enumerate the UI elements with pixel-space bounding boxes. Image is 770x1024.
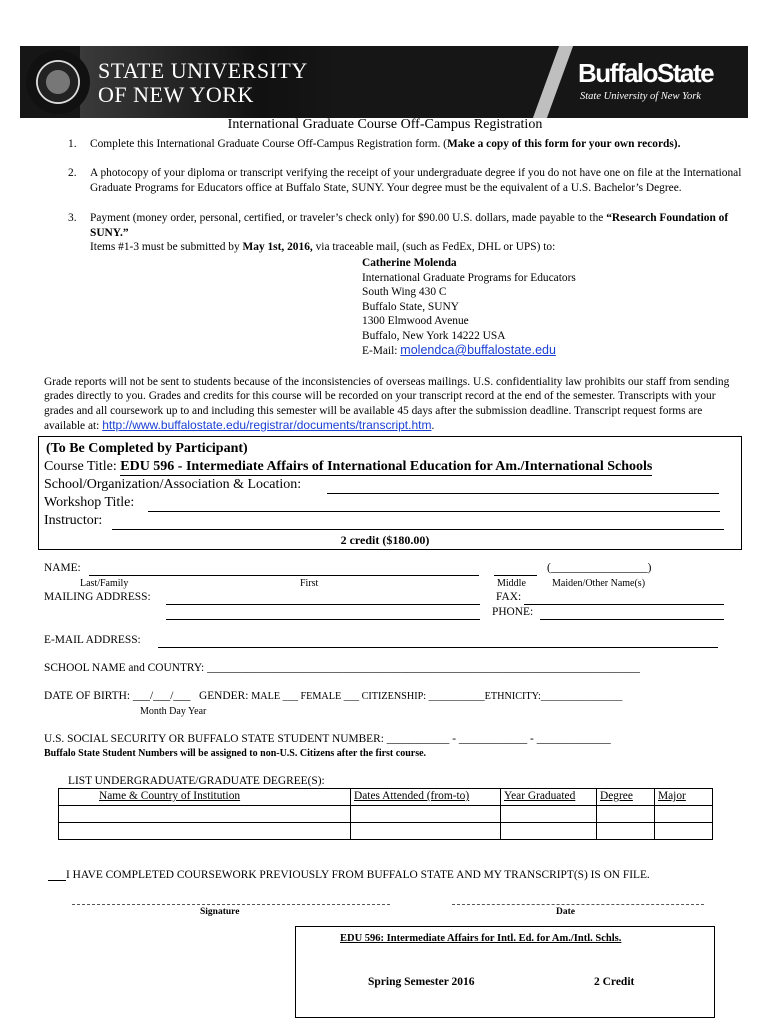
col-major — [655, 789, 713, 806]
col-degree — [597, 789, 655, 806]
suny-name-line2: OF NEW YORK — [98, 82, 254, 107]
col-year — [501, 789, 597, 806]
document-title: International Graduate Course Off-Campus Registration — [227, 117, 543, 132]
col-dates-label: Dates Attended (from-to) — [354, 790, 470, 802]
submit-pre: Items #1-3 must be submitted by — [90, 241, 243, 253]
mailing-address-input-line[interactable] — [166, 604, 480, 605]
instruction-text: Complete this International Graduate Course Off-Campus Registration form. ( — [90, 138, 447, 150]
fax-input-line[interactable] — [524, 604, 724, 605]
instruction-item-1 — [68, 137, 748, 152]
course-title-row — [44, 459, 652, 476]
maiden-input[interactable]: (_________________) — [547, 562, 652, 574]
school-input-line[interactable] — [327, 493, 719, 494]
transcript-link[interactable]: http://www.buffalostate.edu/registrar/documents/transcript.htm — [102, 417, 432, 432]
instruction-number: 3. — [68, 212, 77, 224]
buffalo-state-subtitle: State University of New York — [580, 91, 701, 102]
contact-email-link[interactable]: molendca@buffalostate.edu — [400, 343, 556, 357]
signature-line[interactable] — [72, 904, 390, 905]
table-row[interactable] — [59, 823, 713, 840]
credit-amount: 2 credit ($180.00) — [340, 533, 430, 547]
address-line: Buffalo, New York 14222 USA — [362, 329, 506, 342]
address-line: South Wing 430 C — [362, 286, 447, 298]
coursework-statement — [48, 869, 650, 881]
coursework-text: I HAVE COMPLETED COURSEWORK PREVIOUSLY FROM BUFFALO STATE AND MY TRANSCRIPT(S) IS ON FILE. — [66, 869, 650, 881]
name-label: NAME: — [44, 562, 81, 574]
last-name-hint: Last/Family — [80, 578, 129, 589]
dob-field[interactable]: DATE OF BIRTH: ___/___/___ — [44, 690, 191, 702]
degrees-table — [58, 788, 713, 840]
maiden-name-hint: Maiden/Other Name(s) — [552, 578, 646, 589]
col-major-label: Major — [658, 790, 686, 802]
instruction-text: Payment (money order, personal, certified, or traveler’s check only) for $90.00 U.S. dollars, made payable to the — [90, 212, 607, 224]
first-name-hint: First — [300, 578, 319, 589]
participant-heading: (To Be Completed by Participant) — [46, 441, 248, 456]
instructor-input-line[interactable] — [112, 529, 724, 530]
grade-report-text: Grade reports will not be sent to students because of the inconsistencies of overseas mailings. U.S. confidentiality law prohibits our staff from sending grades directly to you. Grades and credits for this course will be recorded on your transcript record at the end of the semester. Transcripts with your grades and all coursework up to and including this semester will be available 45 days after the submission deadline. Transcript request forms are available at: — [44, 376, 730, 432]
table-header-row — [59, 789, 713, 806]
mailing-address-label: MAILING ADDRESS: — [44, 591, 151, 603]
instruction-item-2 — [68, 166, 748, 195]
gender-citizenship-ethnicity-fields[interactable]: MALE ___ FEMALE ___ CITIZENSHIP: ___________ETHNICITY:________________ — [251, 691, 623, 702]
instruction-item-3 — [68, 211, 748, 240]
submit-instruction — [90, 241, 750, 253]
dob-gender-row — [44, 690, 622, 702]
middle-input-line[interactable] — [494, 575, 537, 576]
table-row[interactable] — [59, 806, 713, 823]
email-address-label: E-MAIL ADDRESS: — [44, 634, 141, 646]
degrees-heading: LIST UNDERGRADUATE/GRADUATE DEGREE(S): — [68, 775, 325, 787]
buffalo-state-logo: BuffaloState — [578, 58, 714, 88]
phone-label: PHONE: — [492, 606, 534, 618]
suny-seal-icon — [26, 50, 90, 114]
contact-name: Catherine Molenda — [362, 257, 457, 269]
email-input-line[interactable] — [158, 647, 718, 648]
submit-deadline: May 1st, 2016, — [242, 241, 313, 253]
address-line: Buffalo State, SUNY — [362, 300, 459, 313]
workshop-input-line[interactable] — [148, 511, 720, 512]
address-line: International Graduate Programs for Educators — [362, 271, 576, 284]
instruction-bold-text: “Research Foundation of SUNY.” — [90, 212, 729, 239]
school-label: School/Organization/Association & Location: — [44, 477, 302, 492]
middle-name-hint: Middle — [497, 578, 526, 589]
instruction-number: 2. — [68, 167, 77, 179]
dob-hint: Month Day Year — [140, 706, 207, 717]
course-title-label: Course Title: — [44, 459, 117, 474]
instruction-bold-text: Make a copy of this form for your own records). — [446, 138, 681, 150]
course-summary-semester: Spring Semester 2016 — [368, 976, 475, 988]
grade-report-notice: Grade reports will not be sent to students because of the inconsistencies of overseas mailings. U.S. confidentiality law prohibits our staff from sending grades directly to you. Grades and credits for this course will be recorded on your transcript record at the end of the semester. Transcripts with your grades and all coursework up to and including this semester will be available 45 days after the submission deadline. Transcript request forms are available at: http://www.buffalostate.edu/registrar/documents/transcript.htm. — [44, 376, 730, 432]
instructor-label: Instructor: — [44, 513, 103, 528]
date-label: Date — [556, 907, 575, 917]
workshop-label: Workshop Title: — [44, 495, 135, 510]
col-institution-label: Name & Country of Institution — [99, 790, 241, 802]
email-label: E-Mail: — [362, 345, 398, 357]
course-summary-credit: 2 Credit — [594, 976, 635, 988]
mailing-address-block — [362, 256, 576, 359]
phone-input-line[interactable] — [540, 619, 724, 620]
school-country-field[interactable]: SCHOOL NAME and COUNTRY: ____________________________________________________________________________ — [44, 662, 640, 674]
signature-label: Signature — [200, 907, 240, 917]
col-institution — [59, 789, 351, 806]
col-degree-label: Degree — [600, 790, 633, 802]
course-title-value: EDU 596 - Intermediate Affairs of International Education for Am./International Schools — [120, 459, 653, 474]
instruction-text: A photocopy of your diploma or transcript verifying the receipt of your undergraduate degree if you do not have one on file at the International Graduate Programs for Educators office at Buffalo State, SUNY. Your degree must be the equivalent of a U.S. Bachelor’s Degree. — [90, 167, 742, 194]
col-dates — [351, 789, 501, 806]
gender-label: GENDER: — [199, 690, 249, 702]
col-year-label: Year Graduated — [504, 790, 576, 802]
suny-name-line1: STATE UNIVERSITY — [98, 58, 308, 83]
ssn-note: Buffalo State Student Numbers will be assigned to non-U.S. Citizens after the first course. — [44, 748, 427, 759]
mailing-address-input-line-2[interactable] — [166, 619, 480, 620]
fax-label: FAX: — [496, 591, 522, 603]
name-input-line[interactable] — [89, 575, 479, 576]
coursework-check-line[interactable] — [48, 870, 66, 881]
date-line[interactable] — [452, 904, 704, 905]
ssn-field[interactable]: U.S. SOCIAL SECURITY OR BUFFALO STATE STUDENT NUMBER: ___________ - ____________ - _____________ — [44, 733, 611, 745]
submit-post: via traceable mail, (such as FedEx, DHL or UPS) to: — [312, 241, 556, 253]
instruction-number: 1. — [68, 138, 77, 150]
address-line: 1300 Elmwood Avenue — [362, 315, 469, 327]
course-summary-title: EDU 596: Intermediate Affairs for Intl. Ed. for Am./Intl. Schls. — [340, 933, 622, 944]
